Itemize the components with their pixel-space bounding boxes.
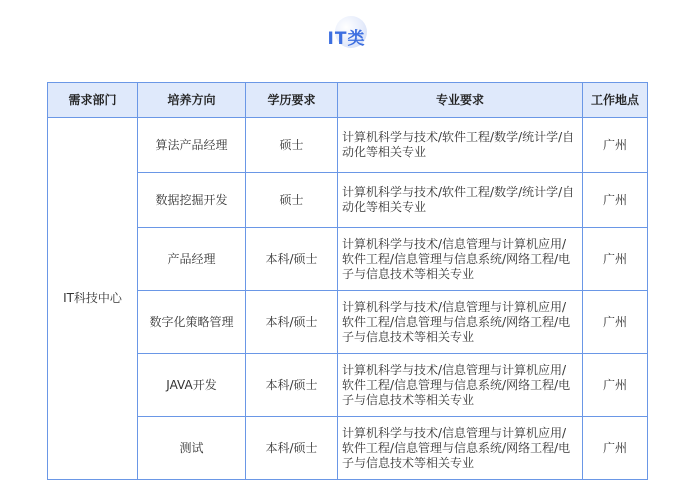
major-cell: 计算机科学与技术/信息管理与计算机应用/软件工程/信息管理与信息系统/网络工程/电子与信息技术等相关专业: [338, 417, 583, 480]
direction-cell: 数字化策略管理: [138, 291, 246, 354]
location-cell: 广州: [583, 417, 648, 480]
section-title-area: [0, 16, 693, 56]
direction-cell: 产品经理: [138, 228, 246, 291]
header-education: 学历要求: [246, 83, 338, 118]
table-row: [48, 228, 648, 291]
education-cell: 本科/硕士: [246, 291, 338, 354]
recruitment-table: [47, 82, 648, 480]
education-cell: 本科/硕士: [246, 417, 338, 480]
major-cell: 计算机科学与技术/信息管理与计算机应用/软件工程/信息管理与信息系统/网络工程/电子与信息技术等相关专业: [338, 228, 583, 291]
table-row: [48, 417, 648, 480]
table-row: [48, 173, 648, 228]
direction-cell: 算法产品经理: [138, 118, 246, 173]
header-department: 需求部门: [48, 83, 138, 118]
table-row: [48, 291, 648, 354]
header-location: 工作地点: [583, 83, 648, 118]
header-direction: 培养方向: [138, 83, 246, 118]
department-cell: IT科技中心: [48, 118, 138, 480]
education-cell: 硕士: [246, 118, 338, 173]
major-cell: 计算机科学与技术/软件工程/数学/统计学/自动化等相关专业: [338, 173, 583, 228]
section-title: IT类: [327, 29, 366, 49]
education-cell: 硕士: [246, 173, 338, 228]
location-cell: 广州: [583, 228, 648, 291]
location-cell: 广州: [583, 173, 648, 228]
table-row: [48, 118, 648, 173]
major-cell: 计算机科学与技术/软件工程/数学/统计学/自动化等相关专业: [338, 118, 583, 173]
direction-cell: 测试: [138, 417, 246, 480]
location-cell: 广州: [583, 118, 648, 173]
location-cell: 广州: [583, 291, 648, 354]
table-header-row: [48, 83, 648, 118]
major-cell: 计算机科学与技术/信息管理与计算机应用/软件工程/信息管理与信息系统/网络工程/电子与信息技术等相关专业: [338, 354, 583, 417]
table-row: [48, 354, 648, 417]
education-cell: 本科/硕士: [246, 228, 338, 291]
header-major: 专业要求: [338, 83, 583, 118]
education-cell: 本科/硕士: [246, 354, 338, 417]
direction-cell: 数据挖掘开发: [138, 173, 246, 228]
direction-cell: JAVA开发: [138, 354, 246, 417]
location-cell: 广州: [583, 354, 648, 417]
major-cell: 计算机科学与技术/信息管理与计算机应用/软件工程/信息管理与信息系统/网络工程/电子与信息技术等相关专业: [338, 291, 583, 354]
